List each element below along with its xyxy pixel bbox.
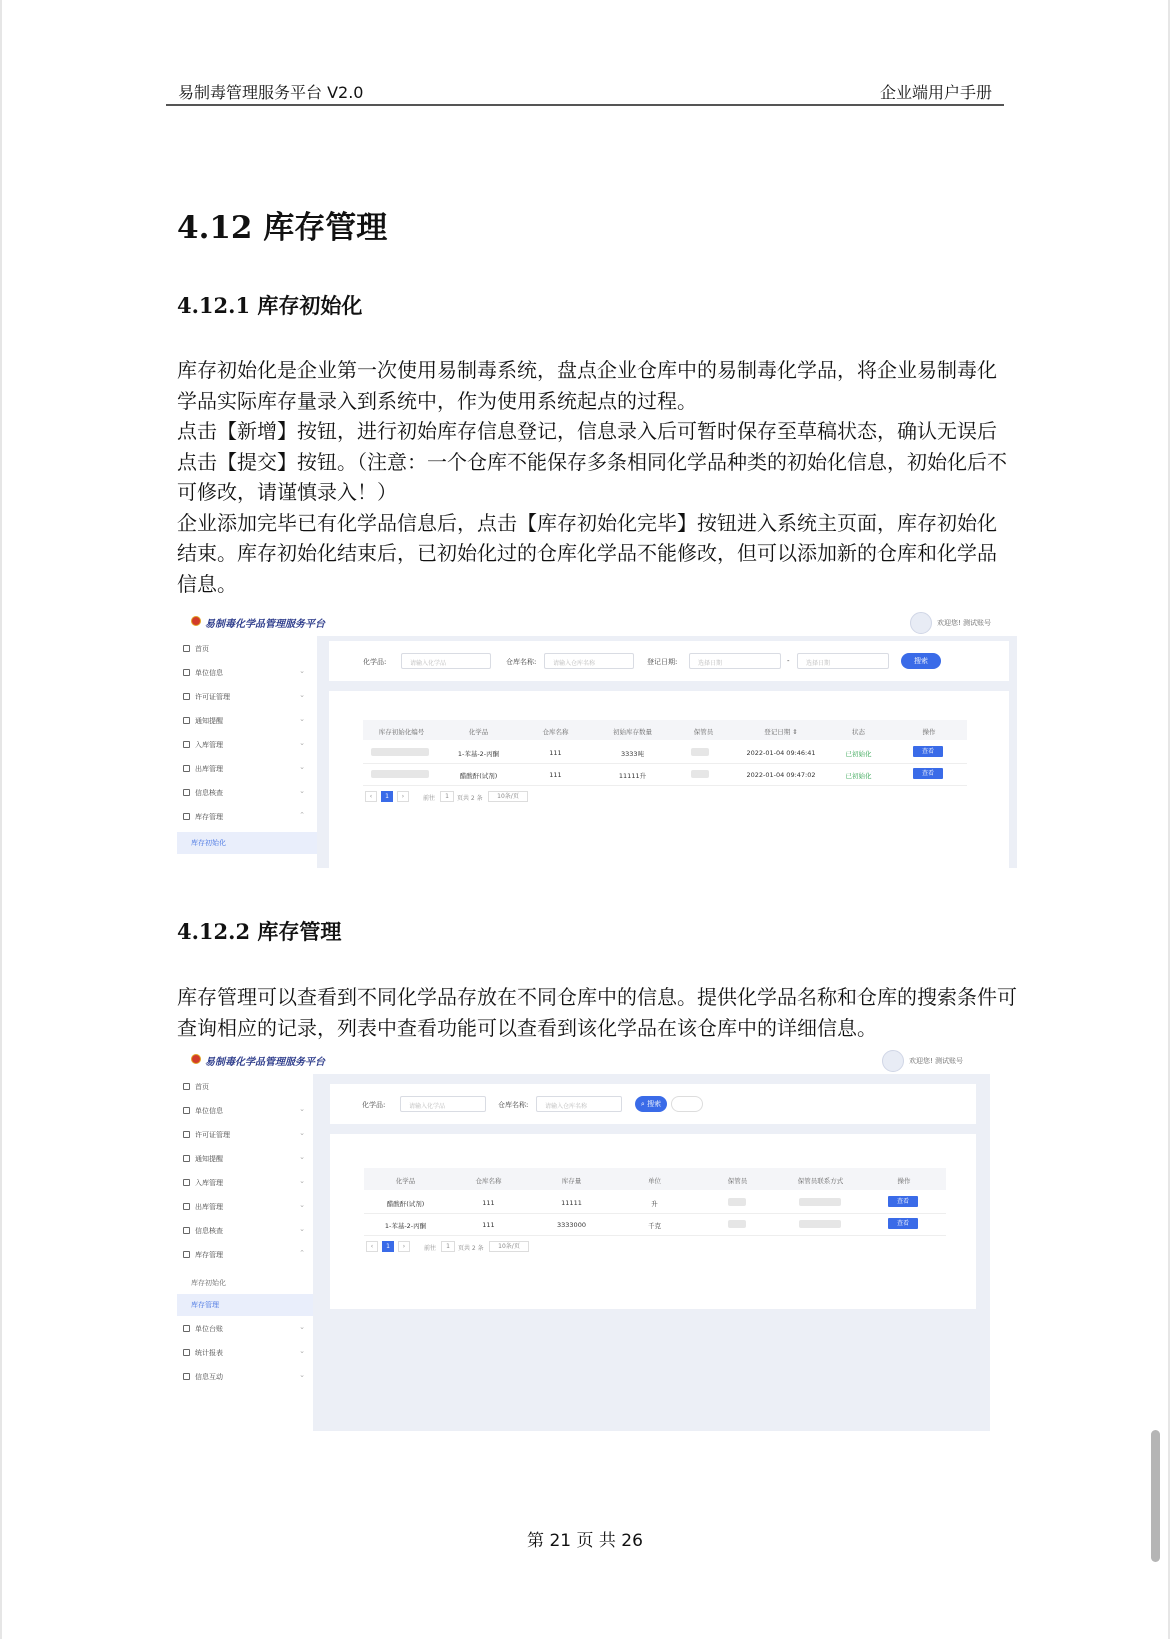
chevron-down-icon: ⌄: [299, 739, 305, 747]
chevron-down-icon: ⌄: [299, 1105, 305, 1113]
col-header: 化学品: [468, 728, 489, 736]
goto-label: 前往: [423, 795, 436, 802]
chevron-down-icon: ⌄: [299, 1225, 305, 1233]
goto-label: 前往: [424, 1245, 437, 1252]
box-icon: [183, 813, 190, 820]
building-icon: [183, 1107, 190, 1114]
col-header: 初始库存数量: [613, 728, 652, 736]
status-badge: 已初始化: [845, 750, 872, 758]
cell-quantity: 3333吨: [620, 750, 645, 758]
row-divider: [364, 1213, 946, 1214]
table-card: [330, 1134, 976, 1309]
inventory-table: [364, 1151, 946, 1261]
paragraph: 库存管理可以查看到不同化学品存放在不同仓库中的信息。提供化学品名称和仓库的搜索条件可查询相应的记录，列表中查看功能可以查看到该化学品在该仓库中的详细信息。: [177, 985, 1017, 1040]
warehouse-label: 仓库名称:: [498, 1101, 529, 1109]
police-badge-icon: [191, 1054, 201, 1064]
cell-warehouse: 111: [549, 749, 562, 757]
outbound-icon: [183, 765, 190, 772]
outbound-icon: [183, 1203, 190, 1210]
sidebar-item-verify[interactable]: 信息核查 ⌄: [183, 1220, 309, 1242]
paragraph: 企业添加完毕已有化学品信息后，点击【库存初始化完毕】按钮进入系统主页面，库存初始化结束。库存初始化结束后，已初始化过的仓库化学品不能修改，但可以添加新的仓库和化学品信息。: [177, 510, 997, 596]
home-icon: [183, 1083, 190, 1090]
cell-chemical: 醋酸酐(试剂): [459, 772, 498, 780]
sidebar-item-verify[interactable]: 信息核查 ⌄: [183, 782, 309, 804]
goto-page-input[interactable]: 1: [440, 791, 454, 802]
chevron-down-icon: ⌄: [299, 1153, 305, 1161]
cell-warehouse: 111: [482, 1199, 495, 1207]
paragraph: 库存初始化是企业第一次使用易制毒系统，盘点企业仓库中的易制毒化学品，将企业易制毒化学品实际库存量录入到系统中，作为使用系统起点的过程。: [177, 358, 997, 413]
search-icon: ⌕: [640, 1100, 648, 1108]
status-badge: 已初始化: [845, 772, 872, 780]
page-1-button[interactable]: 1: [382, 1241, 394, 1252]
redacted-id: [371, 770, 429, 778]
goto-page-input[interactable]: 1: [441, 1241, 455, 1252]
main-area: [313, 1074, 990, 1431]
col-header-sortable[interactable]: 登记日期 ⇕: [764, 728, 798, 736]
total-count: 页共 2 条: [457, 795, 483, 802]
subsection-title-manage: 4.12.2 库存管理: [177, 919, 342, 944]
date-end-input[interactable]: 选择日期: [797, 653, 889, 669]
col-header: 状态: [852, 728, 865, 736]
cell-date: 2022-01-04 09:47:02: [746, 771, 816, 779]
avatar[interactable]: [910, 612, 932, 634]
chem-input[interactable]: 请输入化学品: [400, 1096, 486, 1112]
box-icon: [183, 1251, 190, 1258]
warehouse-input[interactable]: 请输入仓库名称: [536, 1096, 622, 1112]
redacted-id: [371, 748, 429, 756]
cell-stock: 11111: [561, 1199, 582, 1207]
sidebar-item-inbound[interactable]: 入库管理 ⌄: [183, 734, 309, 756]
cell-unit: 升: [651, 1200, 658, 1208]
redacted-keeper: [728, 1198, 746, 1206]
next-page-button[interactable]: ›: [397, 791, 409, 802]
avatar[interactable]: [882, 1050, 904, 1072]
chevron-down-icon: ⌄: [299, 1129, 305, 1137]
sidebar: [177, 636, 317, 868]
police-badge-icon: [191, 616, 201, 626]
sidebar-item-notice[interactable]: 通知提醒 ⌄: [183, 1148, 309, 1170]
bell-icon: [183, 717, 190, 724]
next-page-button[interactable]: ›: [398, 1241, 410, 1252]
screenshot-inventory-init: [177, 606, 1017, 868]
search-button-label: 搜索: [647, 1100, 662, 1108]
chevron-down-icon: ⌄: [299, 1323, 305, 1331]
screenshot-inventory-manage: [177, 1044, 992, 1434]
col-header: 库存量: [561, 1177, 582, 1185]
section-title: 4.12 库存管理: [177, 210, 388, 246]
sidebar-item-interaction[interactable]: 信息互动 ⌄: [183, 1366, 309, 1388]
filter-bar: [329, 641, 1009, 681]
sidebar-item-inventory-manage[interactable]: 库存管理: [177, 1294, 313, 1316]
header-left: 易制毒管理服务平台 V2.0: [178, 83, 364, 102]
license-icon: [183, 1131, 190, 1138]
license-icon: [183, 693, 190, 700]
chevron-down-icon: ⌄: [299, 1347, 305, 1355]
sidebar-item-ledger[interactable]: 单位台账 ⌄: [183, 1318, 309, 1340]
chevron-down-icon: ⌄: [299, 667, 305, 675]
col-header: 库存初始化编号: [378, 728, 425, 736]
cell-stock: 3333000: [557, 1221, 586, 1229]
sidebar-item-license[interactable]: 许可证管理 ⌄: [183, 686, 309, 708]
table-header: [363, 720, 967, 740]
page-edge-left: [0, 0, 2, 1639]
chem-input[interactable]: 请输入化学品: [401, 653, 491, 669]
chem-label: 化学品:: [363, 658, 387, 666]
main-area: [317, 636, 1017, 868]
warehouse-label: 仓库名称:: [506, 658, 537, 666]
search-button[interactable]: 搜索: [901, 653, 941, 669]
user-welcome[interactable]: 欢迎您! 测试账号: [937, 619, 992, 627]
date-separator: -: [787, 657, 790, 665]
date-start-input[interactable]: 选择日期: [689, 653, 781, 669]
sidebar-item-outbound[interactable]: 出库管理 ⌄: [183, 758, 309, 780]
redacted-keeper: [691, 770, 709, 778]
sidebar-item-inventory-init[interactable]: 库存初始化: [177, 832, 317, 854]
sidebar-item-reports[interactable]: 统计报表 ⌄: [183, 1342, 309, 1364]
app-brand: 易制毒化学品管理服务平台: [205, 619, 325, 630]
sidebar-item-inbound[interactable]: 入库管理 ⌄: [183, 1172, 309, 1194]
subsection-title-init: 4.12.1 库存初始化: [177, 293, 363, 318]
chem-label: 化学品:: [362, 1101, 386, 1109]
paragraph: 点击【新增】按钮，进行初始库存信息登记，信息录入后可暂时保存至草稿状态，确认无误后点击【提交】按钮。（注意：一个仓库不能保存多条相同化学品种类的初始化信息，初始化后不可修改，请谨慎录入！）: [177, 419, 1007, 504]
chevron-down-icon: ⌄: [299, 1201, 305, 1209]
page-size-select[interactable]: 10条/页: [488, 791, 528, 802]
warehouse-input[interactable]: 请输入仓库名称: [544, 653, 634, 669]
page-1-button[interactable]: 1: [381, 791, 393, 802]
cell-warehouse: 111: [482, 1221, 495, 1229]
col-header: 化学品: [395, 1177, 416, 1185]
total-count: 页共 2 条: [458, 1245, 484, 1252]
sidebar-item-license[interactable]: 许可证管理 ⌄: [183, 1124, 309, 1146]
cell-warehouse: 111: [549, 771, 562, 779]
chevron-down-icon: ⌄: [299, 691, 305, 699]
sidebar-item-unit-info[interactable]: 单位信息 ⌄: [183, 662, 309, 684]
col-header: 保管员: [693, 728, 714, 736]
app-brand: 易制毒化学品管理服务平台: [205, 1057, 325, 1068]
redacted-contact: [799, 1198, 841, 1206]
home-icon: [183, 645, 190, 652]
header-right: 企业端用户手册: [879, 83, 992, 102]
col-header: 操作: [922, 728, 936, 736]
sidebar: [177, 1074, 313, 1434]
prev-page-button[interactable]: ‹: [366, 1241, 378, 1252]
view-button[interactable]: 查看: [888, 1196, 918, 1207]
col-header: 保管员联系方式: [797, 1177, 844, 1185]
page-header: [166, 80, 1004, 106]
document-icon: [183, 1227, 190, 1234]
ledger-icon: [183, 1325, 190, 1332]
row-divider: [364, 1235, 946, 1236]
cell-chemical: 1-苯基-2-丙酮: [384, 1222, 427, 1230]
sidebar-item-unit-info[interactable]: 单位信息 ⌄: [183, 1100, 309, 1122]
app-topbar: [177, 606, 1017, 636]
chevron-down-icon: ⌄: [299, 715, 305, 723]
prev-page-button[interactable]: ‹: [365, 791, 377, 802]
redacted-keeper: [728, 1220, 746, 1228]
view-button[interactable]: 查看: [888, 1218, 918, 1229]
chevron-down-icon: ⌄: [299, 1371, 305, 1379]
row-divider: [363, 763, 967, 764]
sidebar-item-home[interactable]: 首页: [183, 1076, 309, 1098]
chevron-down-icon: ⌄: [299, 787, 305, 795]
date-label: 登记日期:: [647, 658, 678, 666]
view-button[interactable]: 查看: [913, 768, 943, 779]
table-card: [329, 691, 1009, 868]
manage-description: [177, 982, 1017, 1043]
page-size-select[interactable]: 10条/页: [489, 1241, 529, 1252]
document-icon: [183, 789, 190, 796]
filter-bar: [330, 1084, 976, 1124]
chevron-down-icon: ⌄: [299, 1177, 305, 1185]
chevron-up-icon: ⌃: [299, 1249, 305, 1257]
cell-date: 2022-01-04 09:46:41: [746, 749, 816, 757]
inbound-icon: [183, 1179, 190, 1186]
view-button[interactable]: 查看: [913, 746, 943, 757]
cell-quantity: 11111升: [618, 772, 647, 780]
sidebar-item-inventory[interactable]: 库存管理 ⌃: [183, 806, 309, 828]
reset-button[interactable]: [671, 1096, 703, 1112]
init-table: [363, 703, 967, 815]
sidebar-item-inventory[interactable]: 库存管理 ⌃: [183, 1244, 309, 1266]
redacted-contact: [799, 1220, 841, 1228]
user-welcome[interactable]: 欢迎您! 测试账号: [909, 1057, 964, 1065]
page-footer: 第 21 页 共 26: [527, 1531, 643, 1551]
inbound-icon: [183, 741, 190, 748]
bell-icon: [183, 1155, 190, 1162]
building-icon: [183, 669, 190, 676]
cell-unit: 千克: [648, 1222, 661, 1230]
col-header: 仓库名称: [475, 1177, 502, 1185]
sidebar-item-home[interactable]: 首页: [183, 638, 309, 660]
sidebar-item-outbound[interactable]: 出库管理 ⌄: [183, 1196, 309, 1218]
cell-chemical: 醋酸酐(试剂): [386, 1200, 425, 1208]
chevron-up-icon: ⌃: [299, 811, 305, 819]
col-header: 操作: [897, 1177, 911, 1185]
search-button[interactable]: [635, 1096, 667, 1112]
sidebar-item-notice[interactable]: 通知提醒 ⌄: [183, 710, 309, 732]
chat-icon: [183, 1373, 190, 1380]
row-divider: [363, 785, 967, 786]
col-header: 单位: [648, 1177, 661, 1185]
col-header: 仓库名称: [542, 728, 569, 736]
init-description: [177, 355, 1007, 599]
cell-chemical: 1-苯基-2-丙酮: [457, 750, 500, 758]
table-header: [364, 1168, 946, 1190]
col-header: 保管员: [727, 1177, 748, 1185]
chevron-down-icon: ⌄: [299, 763, 305, 771]
sidebar-item-inventory-init[interactable]: 库存初始化: [191, 1279, 226, 1287]
app-topbar: [177, 1044, 992, 1074]
redacted-keeper: [691, 748, 709, 756]
chart-icon: [183, 1349, 190, 1356]
